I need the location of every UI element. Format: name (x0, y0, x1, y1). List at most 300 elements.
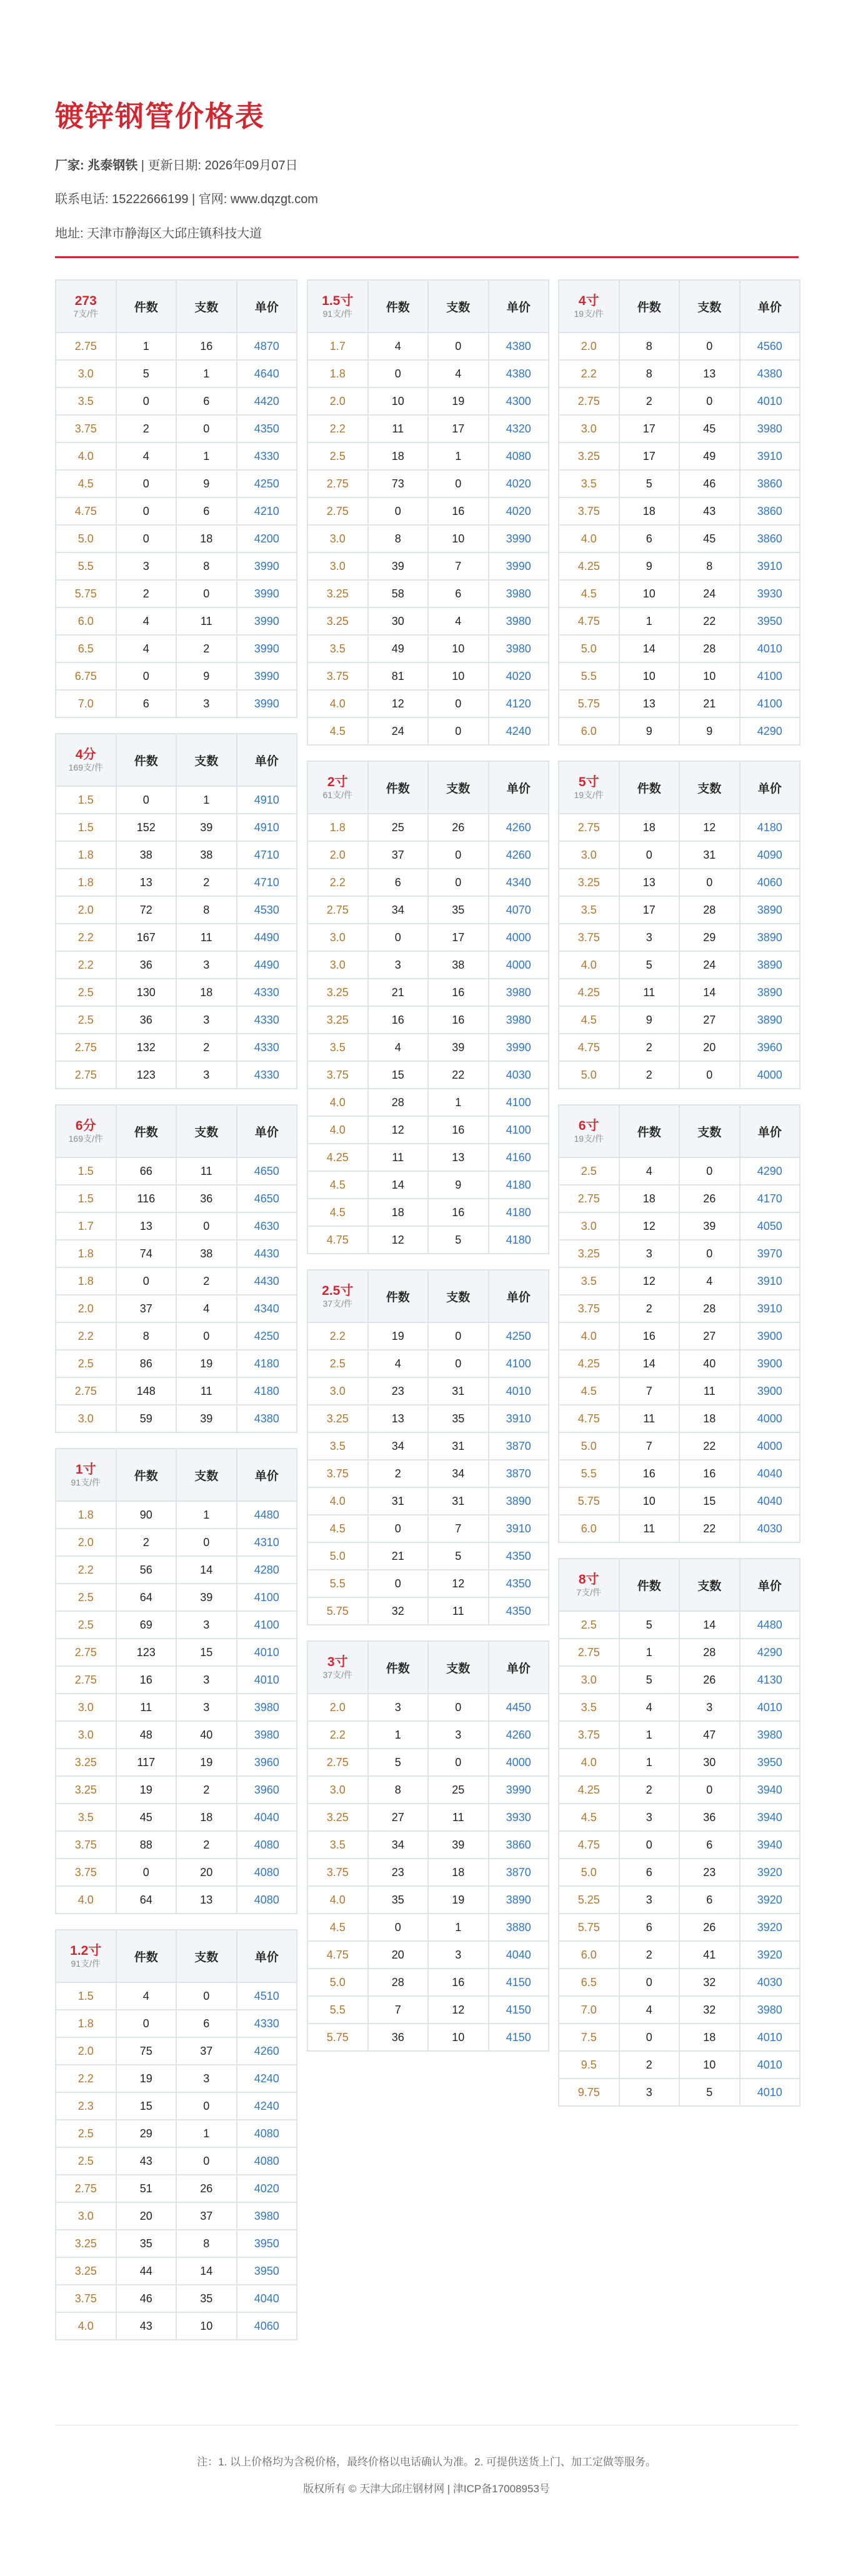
piece-count-cell: 10 (679, 2051, 740, 2079)
table-row (56, 1584, 297, 1611)
piece-count-cell: 31 (679, 841, 740, 869)
unit-price-cell: 3960 (740, 1034, 801, 1061)
unit-price-cell: 4240 (489, 717, 549, 745)
piece-count-cell: 19 (176, 1749, 237, 1776)
thickness-cell: 4.0 (307, 1116, 368, 1144)
unit-price-cell: 4330 (237, 979, 297, 1006)
bundle-count-cell: 90 (116, 1501, 177, 1529)
unit-price-header: 单价 (237, 1105, 297, 1157)
unit-price-header: 单价 (237, 734, 297, 786)
unit-price-cell: 4250 (237, 470, 297, 497)
size-name: 1.5寸 (322, 294, 354, 308)
table-row (307, 1914, 549, 1941)
piece-count-cell: 2 (176, 1831, 237, 1859)
piece-count-cell: 0 (428, 717, 489, 745)
table-row (307, 1694, 549, 1721)
unit-price-cell: 3930 (740, 580, 801, 607)
thickness-cell: 3.5 (559, 470, 619, 497)
unit-price-cell: 3870 (489, 1432, 549, 1460)
thickness-cell: 2.75 (559, 814, 619, 841)
table-row (307, 1034, 549, 1061)
table-row (307, 580, 549, 607)
vendor-sep: | (137, 159, 148, 172)
unit-price-cell: 4260 (489, 814, 549, 841)
table-row (307, 1515, 549, 1542)
table-row (559, 1240, 800, 1267)
bundle-count-cell: 0 (116, 387, 177, 415)
unit-price-cell: 4150 (489, 1996, 549, 2024)
table-row (559, 1006, 800, 1034)
table-row (559, 442, 800, 470)
pieces-per-bundle: 169支/件 (68, 1134, 103, 1144)
unit-price-cell: 4480 (740, 1611, 801, 1639)
bundle-count-cell: 75 (116, 2037, 177, 2065)
table-row (56, 1006, 297, 1034)
piece-count-cell: 12 (428, 1996, 489, 2024)
unit-price-cell: 4000 (489, 1749, 549, 1776)
piece-count-cell: 40 (176, 1721, 237, 1749)
bundle-count-header: 件数 (619, 1559, 680, 1611)
piece-count-cell: 28 (679, 1295, 740, 1322)
table-row (56, 2175, 297, 2202)
table-row (559, 635, 800, 662)
table-row (307, 1969, 549, 1996)
unit-price-cell: 3980 (489, 580, 549, 607)
thickness-cell: 3.25 (307, 1405, 368, 1432)
pieces-per-bundle: 7支/件 (576, 1587, 602, 1598)
table-row (56, 979, 297, 1006)
piece-count-cell: 17 (428, 924, 489, 951)
unit-price-cell: 4430 (237, 1267, 297, 1295)
table-row (307, 1570, 549, 1597)
size-name: 6分 (75, 1119, 96, 1133)
bundle-count-cell: 43 (116, 2312, 177, 2340)
table-row (307, 1831, 549, 1859)
thickness-cell: 5.5 (307, 1570, 368, 1597)
piece-count-cell: 7 (428, 1515, 489, 1542)
table-row (559, 1886, 800, 1914)
unit-price-cell: 3890 (740, 896, 801, 924)
thickness-cell: 3.25 (307, 607, 368, 635)
contact-line (55, 189, 318, 207)
bundle-count-cell: 0 (116, 525, 177, 552)
phone-label: 联系电话: (55, 192, 112, 206)
table-row (56, 951, 297, 979)
bundle-count-cell: 20 (368, 1941, 429, 1969)
header-divider (55, 256, 799, 258)
piece-count-cell: 39 (679, 1212, 740, 1240)
table-row (307, 717, 549, 745)
price-table (558, 761, 801, 1089)
bundle-count-cell: 2 (116, 580, 177, 607)
piece-count-cell: 31 (428, 1432, 489, 1460)
piece-count-cell: 39 (428, 1034, 489, 1061)
unit-price-cell: 4030 (740, 1969, 801, 1996)
bundle-count-cell: 1 (619, 1639, 680, 1666)
unit-price-cell: 4340 (237, 1295, 297, 1322)
table-row (559, 1721, 800, 1749)
unit-price-cell: 4260 (237, 2037, 297, 2065)
piece-count-cell: 8 (176, 2230, 237, 2257)
unit-price-cell: 4910 (237, 814, 297, 841)
bundle-count-cell: 7 (619, 1377, 680, 1405)
unit-price-cell: 4000 (740, 1061, 801, 1089)
unit-price-cell: 3960 (237, 1776, 297, 1804)
thickness-cell: 5.0 (559, 635, 619, 662)
piece-count-cell: 10 (428, 525, 489, 552)
piece-count-cell: 2 (176, 869, 237, 896)
bundle-count-cell: 0 (619, 1969, 680, 1996)
unit-price-cell: 3990 (237, 607, 297, 635)
piece-count-cell: 39 (176, 814, 237, 841)
bundle-count-cell: 11 (368, 415, 429, 442)
piece-count-cell: 27 (679, 1006, 740, 1034)
table-row (307, 1749, 549, 1776)
unit-price-cell: 3940 (740, 1831, 801, 1859)
table-row (56, 690, 297, 717)
thickness-cell: 2.0 (56, 2037, 116, 2065)
bundle-count-cell: 3 (619, 1240, 680, 1267)
table-row (559, 690, 800, 717)
piece-count-cell: 8 (176, 896, 237, 924)
thickness-cell: 3.75 (56, 2285, 116, 2312)
unit-price-cell: 4120 (489, 690, 549, 717)
table-row (307, 1597, 549, 1625)
site-link[interactable]: www.dqzgt.com (230, 192, 318, 206)
piece-count-cell: 4 (176, 1295, 237, 1322)
unit-price-cell: 3870 (489, 1460, 549, 1487)
thickness-cell: 4.75 (56, 497, 116, 525)
unit-price-cell: 4340 (489, 869, 549, 896)
bundle-count-cell: 6 (619, 1859, 680, 1886)
table-row (559, 869, 800, 896)
size-name: 4寸 (578, 294, 599, 308)
piece-count-cell: 49 (679, 442, 740, 470)
bundle-count-cell: 59 (116, 1405, 177, 1432)
thickness-cell: 6.75 (56, 662, 116, 690)
phone[interactable]: 15222666199 (112, 192, 189, 206)
piece-count-cell: 0 (176, 2092, 237, 2120)
bundle-count-header: 件数 (116, 734, 177, 786)
table-row (56, 924, 297, 951)
bundle-count-cell: 16 (116, 1666, 177, 1694)
thickness-cell: 3.75 (307, 662, 368, 690)
unit-price-cell: 4010 (740, 387, 801, 415)
piece-count-cell: 11 (176, 607, 237, 635)
piece-count-cell: 24 (679, 951, 740, 979)
unit-price-cell: 4380 (489, 360, 549, 387)
piece-count-cell: 3 (176, 2065, 237, 2092)
bundle-count-cell: 86 (116, 1350, 177, 1377)
size-name: 2寸 (327, 775, 348, 789)
table-row (559, 979, 800, 1006)
table-row (559, 470, 800, 497)
unit-price-cell: 4100 (740, 662, 801, 690)
thickness-cell: 1.5 (56, 814, 116, 841)
table-row (307, 360, 549, 387)
thickness-cell: 2.2 (307, 869, 368, 896)
bundle-count-cell: 34 (368, 1432, 429, 1460)
thickness-cell: 4.0 (559, 525, 619, 552)
bundle-count-cell: 17 (619, 896, 680, 924)
piece-count-cell: 6 (176, 387, 237, 415)
piece-count-cell: 32 (679, 1996, 740, 2024)
piece-count-cell: 0 (679, 1240, 740, 1267)
table-row (559, 1350, 800, 1377)
table-row (559, 1061, 800, 1089)
thickness-cell: 4.0 (307, 1089, 368, 1116)
thickness-cell: 2.0 (307, 841, 368, 869)
unit-price-header: 单价 (237, 1449, 297, 1501)
unit-price-cell: 4330 (237, 1034, 297, 1061)
size-header (559, 1105, 619, 1157)
unit-price-cell: 4260 (489, 1721, 549, 1749)
thickness-cell: 2.75 (559, 1185, 619, 1212)
unit-price-cell: 4350 (489, 1597, 549, 1625)
unit-price-cell: 4180 (237, 1377, 297, 1405)
piece-count-cell: 0 (176, 1529, 237, 1556)
bundle-count-cell: 1 (619, 1721, 680, 1749)
unit-price-cell: 3860 (740, 470, 801, 497)
table-row (559, 525, 800, 552)
bundle-count-cell: 9 (619, 552, 680, 580)
price-table (307, 279, 549, 746)
bundle-count-cell: 19 (368, 1322, 429, 1350)
thickness-cell: 5.75 (559, 690, 619, 717)
piece-count-cell: 18 (176, 1804, 237, 1831)
unit-price-cell: 3940 (740, 1804, 801, 1831)
table-row (56, 1611, 297, 1639)
bundle-count-header: 件数 (116, 1105, 177, 1157)
bundle-count-cell: 4 (116, 1982, 177, 2010)
thickness-cell: 1.5 (56, 786, 116, 814)
bundle-count-cell: 2 (619, 387, 680, 415)
piece-count-header: 支数 (176, 280, 237, 332)
price-table (55, 1104, 297, 1433)
bundle-count-cell: 12 (368, 1226, 429, 1254)
bundle-count-header: 件数 (116, 1930, 177, 1982)
unit-price-cell: 4310 (237, 1529, 297, 1556)
bundle-count-cell: 6 (619, 525, 680, 552)
thickness-cell: 2.0 (307, 1694, 368, 1721)
unit-price-cell: 3990 (237, 662, 297, 690)
thickness-cell: 1.8 (307, 360, 368, 387)
thickness-cell: 6.5 (56, 635, 116, 662)
size-header (56, 280, 116, 332)
bundle-count-cell: 2 (619, 1295, 680, 1322)
thickness-cell: 2.2 (56, 1322, 116, 1350)
piece-count-cell: 18 (428, 1859, 489, 1886)
unit-price-cell: 3950 (740, 1749, 801, 1776)
thickness-cell: 3.75 (559, 924, 619, 951)
piece-count-cell: 0 (428, 1350, 489, 1377)
table-row (307, 662, 549, 690)
thickness-cell: 2.75 (56, 1061, 116, 1089)
unit-price-cell: 4420 (237, 387, 297, 415)
bundle-count-cell: 8 (619, 332, 680, 360)
bundle-count-cell: 5 (116, 360, 177, 387)
bundle-count-cell: 36 (116, 951, 177, 979)
table-row (56, 1157, 297, 1185)
bundle-count-cell: 167 (116, 924, 177, 951)
thickness-cell: 2.2 (307, 1322, 368, 1350)
bundle-count-cell: 18 (619, 814, 680, 841)
piece-count-cell: 0 (428, 841, 489, 869)
table-row (56, 497, 297, 525)
bundle-count-cell: 0 (368, 1914, 429, 1941)
thickness-cell: 2.0 (559, 332, 619, 360)
table-row (56, 1034, 297, 1061)
thickness-cell: 4.75 (559, 607, 619, 635)
unit-price-cell: 4030 (740, 1515, 801, 1542)
thickness-cell: 3.25 (307, 1804, 368, 1831)
table-row (56, 1749, 297, 1776)
bundle-count-cell: 18 (619, 497, 680, 525)
table-row (56, 1831, 297, 1859)
piece-count-cell: 25 (428, 1776, 489, 1804)
bundle-count-header: 件数 (116, 280, 177, 332)
unit-price-cell: 4320 (489, 415, 549, 442)
table-row (559, 360, 800, 387)
page-title: 镀锌钢管价格表 (55, 100, 265, 132)
bundle-count-cell: 9 (619, 1006, 680, 1034)
thickness-cell: 4.0 (56, 442, 116, 470)
piece-count-cell: 3 (176, 1061, 237, 1089)
piece-count-cell: 37 (176, 2037, 237, 2065)
bundle-count-cell: 8 (368, 1776, 429, 1804)
piece-count-cell: 0 (176, 1322, 237, 1350)
unit-price-cell: 4000 (740, 1405, 801, 1432)
table-row (559, 1267, 800, 1295)
table-header-row (56, 1930, 297, 1982)
size-header (56, 1449, 116, 1501)
bundle-count-cell: 58 (368, 580, 429, 607)
thickness-cell: 2.2 (56, 924, 116, 951)
thickness-cell: 2.75 (56, 1034, 116, 1061)
table-row (559, 841, 800, 869)
piece-count-cell: 20 (679, 1034, 740, 1061)
unit-price-cell: 4380 (489, 332, 549, 360)
piece-count-header: 支数 (176, 1930, 237, 1982)
unit-price-cell: 4280 (237, 1556, 297, 1584)
unit-price-cell: 3940 (740, 1776, 801, 1804)
bundle-count-cell: 35 (368, 1886, 429, 1914)
thickness-cell: 2.0 (56, 896, 116, 924)
thickness-cell: 1.8 (307, 814, 368, 841)
piece-count-cell: 22 (679, 607, 740, 635)
thickness-cell: 2.2 (56, 951, 116, 979)
unit-price-cell: 4910 (237, 786, 297, 814)
table-row (56, 1556, 297, 1584)
unit-price-header: 单价 (237, 280, 297, 332)
piece-count-cell: 11 (176, 1157, 237, 1185)
bundle-count-cell: 4 (116, 607, 177, 635)
table-row (307, 1804, 549, 1831)
bundle-count-cell: 4 (368, 1350, 429, 1377)
bundle-count-cell: 56 (116, 1556, 177, 1584)
table-row (307, 1144, 549, 1171)
piece-count-cell: 0 (679, 869, 740, 896)
unit-price-cell: 3900 (740, 1377, 801, 1405)
table-row (56, 1776, 297, 1804)
piece-count-header: 支数 (428, 1270, 489, 1322)
pieces-per-bundle: 91支/件 (322, 309, 352, 319)
bundle-count-cell: 5 (619, 1666, 680, 1694)
bundle-count-cell: 29 (116, 2120, 177, 2147)
unit-price-cell: 4200 (237, 525, 297, 552)
thickness-cell: 3.0 (559, 1666, 619, 1694)
bundle-count-cell: 0 (368, 360, 429, 387)
size-header (307, 280, 368, 332)
address-line (55, 223, 262, 241)
bundle-count-cell: 17 (619, 442, 680, 470)
unit-price-cell: 4490 (237, 924, 297, 951)
unit-price-cell: 4020 (489, 470, 549, 497)
thickness-cell: 1.8 (56, 1240, 116, 1267)
bundle-count-cell: 15 (368, 1061, 429, 1089)
piece-count-cell: 8 (679, 552, 740, 580)
thickness-cell: 3.25 (56, 1749, 116, 1776)
piece-count-cell: 9 (428, 1171, 489, 1199)
size-name: 1.2寸 (70, 1944, 102, 1958)
piece-count-cell: 38 (176, 841, 237, 869)
table-row (56, 2120, 297, 2147)
bundle-count-cell: 48 (116, 1721, 177, 1749)
piece-count-cell: 1 (428, 1914, 489, 1941)
thickness-cell: 4.0 (56, 2312, 116, 2340)
table-row (56, 1886, 297, 1914)
bundle-count-cell: 6 (116, 690, 177, 717)
thickness-cell: 9.75 (559, 2079, 619, 2106)
piece-count-cell: 6 (679, 1831, 740, 1859)
thickness-cell: 7.5 (559, 2024, 619, 2051)
thickness-cell: 3.75 (307, 1061, 368, 1089)
thickness-cell: 1.8 (56, 1501, 116, 1529)
table-row (559, 1639, 800, 1666)
bundle-count-cell: 64 (116, 1886, 177, 1914)
piece-count-cell: 27 (679, 1322, 740, 1350)
bundle-count-cell: 14 (368, 1171, 429, 1199)
bundle-count-cell: 0 (619, 1831, 680, 1859)
unit-price-cell: 4650 (237, 1185, 297, 1212)
bundle-count-cell: 1 (619, 607, 680, 635)
pieces-per-bundle: 37支/件 (322, 1670, 352, 1680)
thickness-cell: 2.5 (559, 1611, 619, 1639)
unit-price-cell: 3990 (489, 552, 549, 580)
table-row (56, 607, 297, 635)
piece-count-header: 支数 (428, 761, 489, 814)
table-row (559, 607, 800, 635)
unit-price-cell: 3980 (489, 1006, 549, 1034)
unit-price-cell: 4100 (237, 1584, 297, 1611)
piece-count-cell: 1 (176, 2120, 237, 2147)
bundle-count-cell: 38 (116, 841, 177, 869)
thickness-cell: 1.8 (56, 2010, 116, 2037)
unit-price-cell: 4260 (489, 841, 549, 869)
thickness-cell: 5.5 (559, 1460, 619, 1487)
unit-price-cell: 4250 (489, 1322, 549, 1350)
table-row (56, 525, 297, 552)
piece-count-cell: 13 (176, 1886, 237, 1914)
bundle-count-cell: 4 (619, 1157, 680, 1185)
unit-price-cell: 4010 (740, 2024, 801, 2051)
thickness-cell: 4.5 (307, 1199, 368, 1226)
thickness-cell: 4.75 (307, 1941, 368, 1969)
thickness-cell: 3.0 (307, 552, 368, 580)
table-row (307, 497, 549, 525)
unit-price-cell: 4080 (237, 2147, 297, 2175)
thickness-cell: 1.7 (307, 332, 368, 360)
